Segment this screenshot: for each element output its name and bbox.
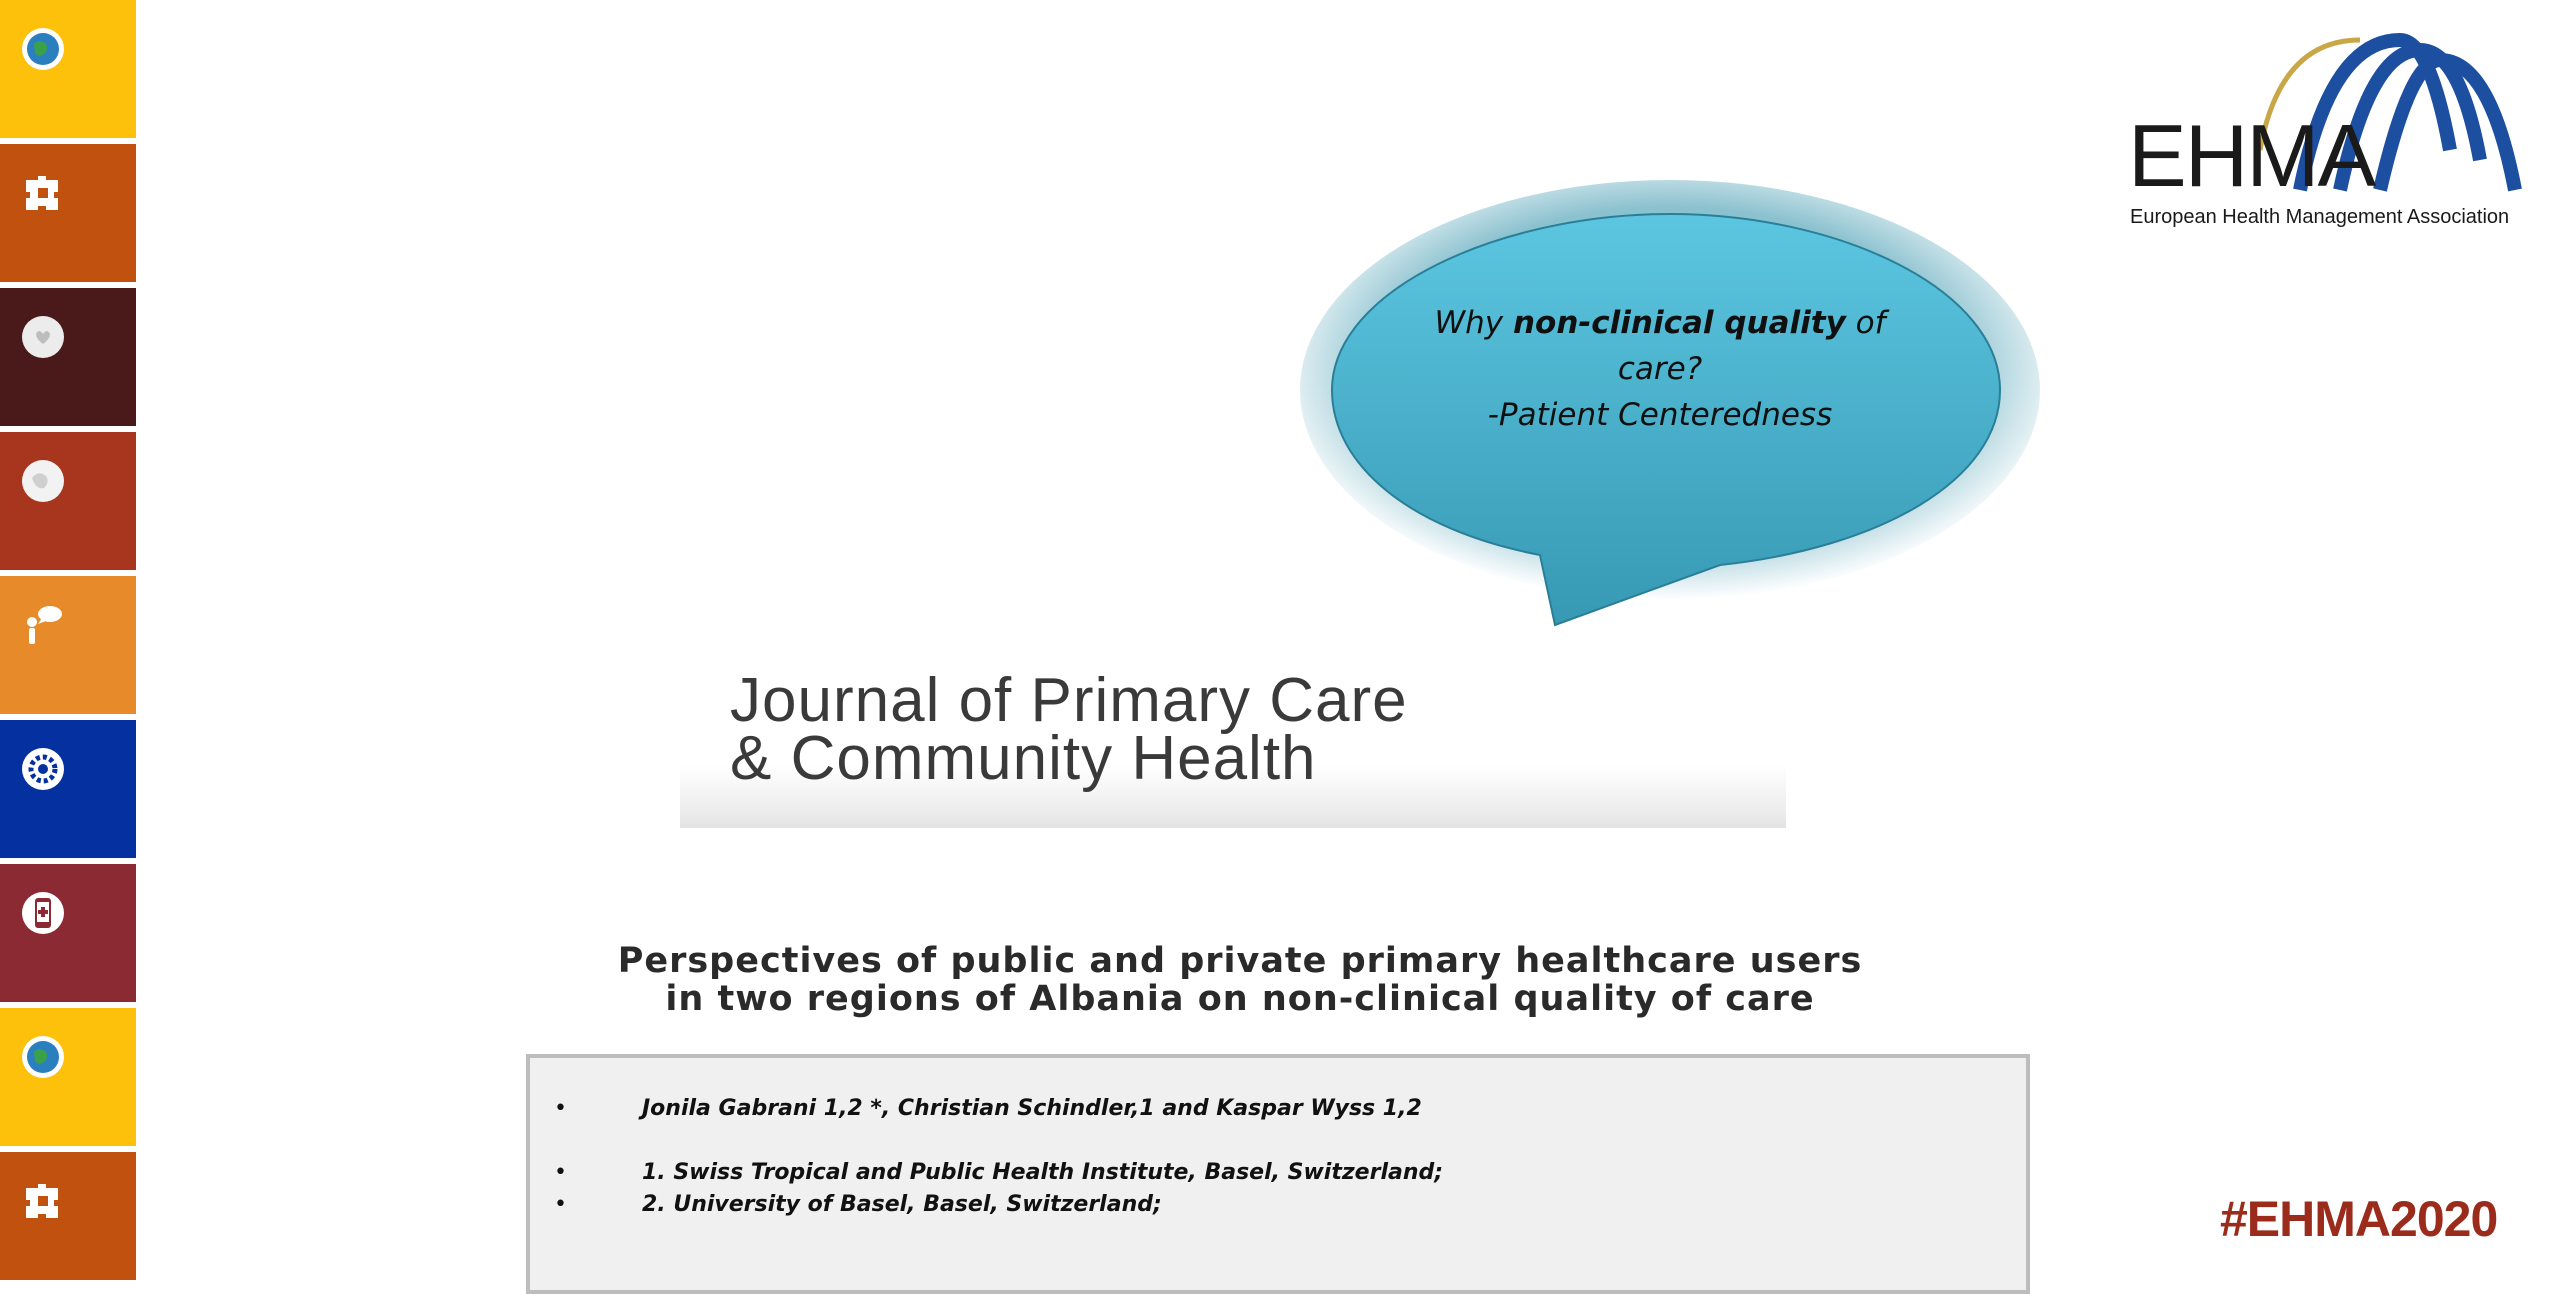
sidebar-tile-globe-2[interactable]: [0, 1008, 136, 1146]
ehma-logo-subtitle: European Health Management Association: [2130, 206, 2510, 228]
sidebar-tile-globe[interactable]: [0, 0, 136, 138]
sidebar-tile-mobile[interactable]: [0, 864, 136, 1002]
sidebar-tile-communication[interactable]: [0, 576, 136, 714]
affiliation-1-text: 1. Swiss Tropical and Public Health Institute, Basel, Switzerland;: [642, 1160, 1444, 1185]
globe-outline-icon: [20, 458, 66, 504]
hashtag: #EHMA2020: [2220, 1191, 2498, 1247]
bubble-line-2: care?: [1617, 351, 1703, 387]
gear-network-icon: [20, 746, 66, 792]
sidebar-tile-puzzle[interactable]: [0, 144, 136, 282]
sidebar-tile-world[interactable]: [0, 432, 136, 570]
paper-title: [470, 942, 2010, 1018]
sidebar-tile-network[interactable]: [0, 720, 136, 858]
globe-icon: [20, 26, 66, 72]
paper-title-line-2: in two regions of Albania on non-clinical quality of care: [665, 979, 1815, 1019]
heart-hand-icon: [20, 314, 66, 360]
bubble-text: [1400, 300, 1920, 438]
journal-title-line-1: Journal of Primary Care: [730, 666, 1408, 735]
person-speech-icon: [20, 602, 66, 648]
affiliation-2-text: 2. University of Basel, Basel, Switzerland;: [642, 1192, 1162, 1217]
bubble-line-3: -Patient Centeredness: [1487, 397, 1833, 433]
puzzle-icon: [20, 170, 66, 216]
sidebar-tile-puzzle-2[interactable]: [0, 1152, 136, 1280]
mobile-health-icon: [20, 890, 66, 936]
bubble-line-1: Why non-clinical quality of: [1434, 305, 1886, 341]
sidebar-tile-care[interactable]: [0, 288, 136, 426]
puzzle-icon: [20, 1178, 66, 1224]
author-info-box: [526, 1054, 2030, 1294]
bullet: •: [554, 1192, 567, 1217]
journal-title-line-2: & Community Health: [730, 724, 1317, 793]
sidebar: [0, 0, 136, 1280]
paper-title-line-1: Perspectives of public and private primary healthcare users: [617, 941, 1863, 981]
bullet: •: [554, 1160, 567, 1185]
journal-title: [730, 666, 1408, 793]
authors-text: Jonila Gabrani 1,2 *, Christian Schindler,1 and Kaspar Wyss 1,2: [642, 1096, 1422, 1121]
bullet: •: [554, 1096, 567, 1121]
globe-icon: [20, 1034, 66, 1080]
ehma-logo-text: EHMA: [2128, 106, 2375, 205]
